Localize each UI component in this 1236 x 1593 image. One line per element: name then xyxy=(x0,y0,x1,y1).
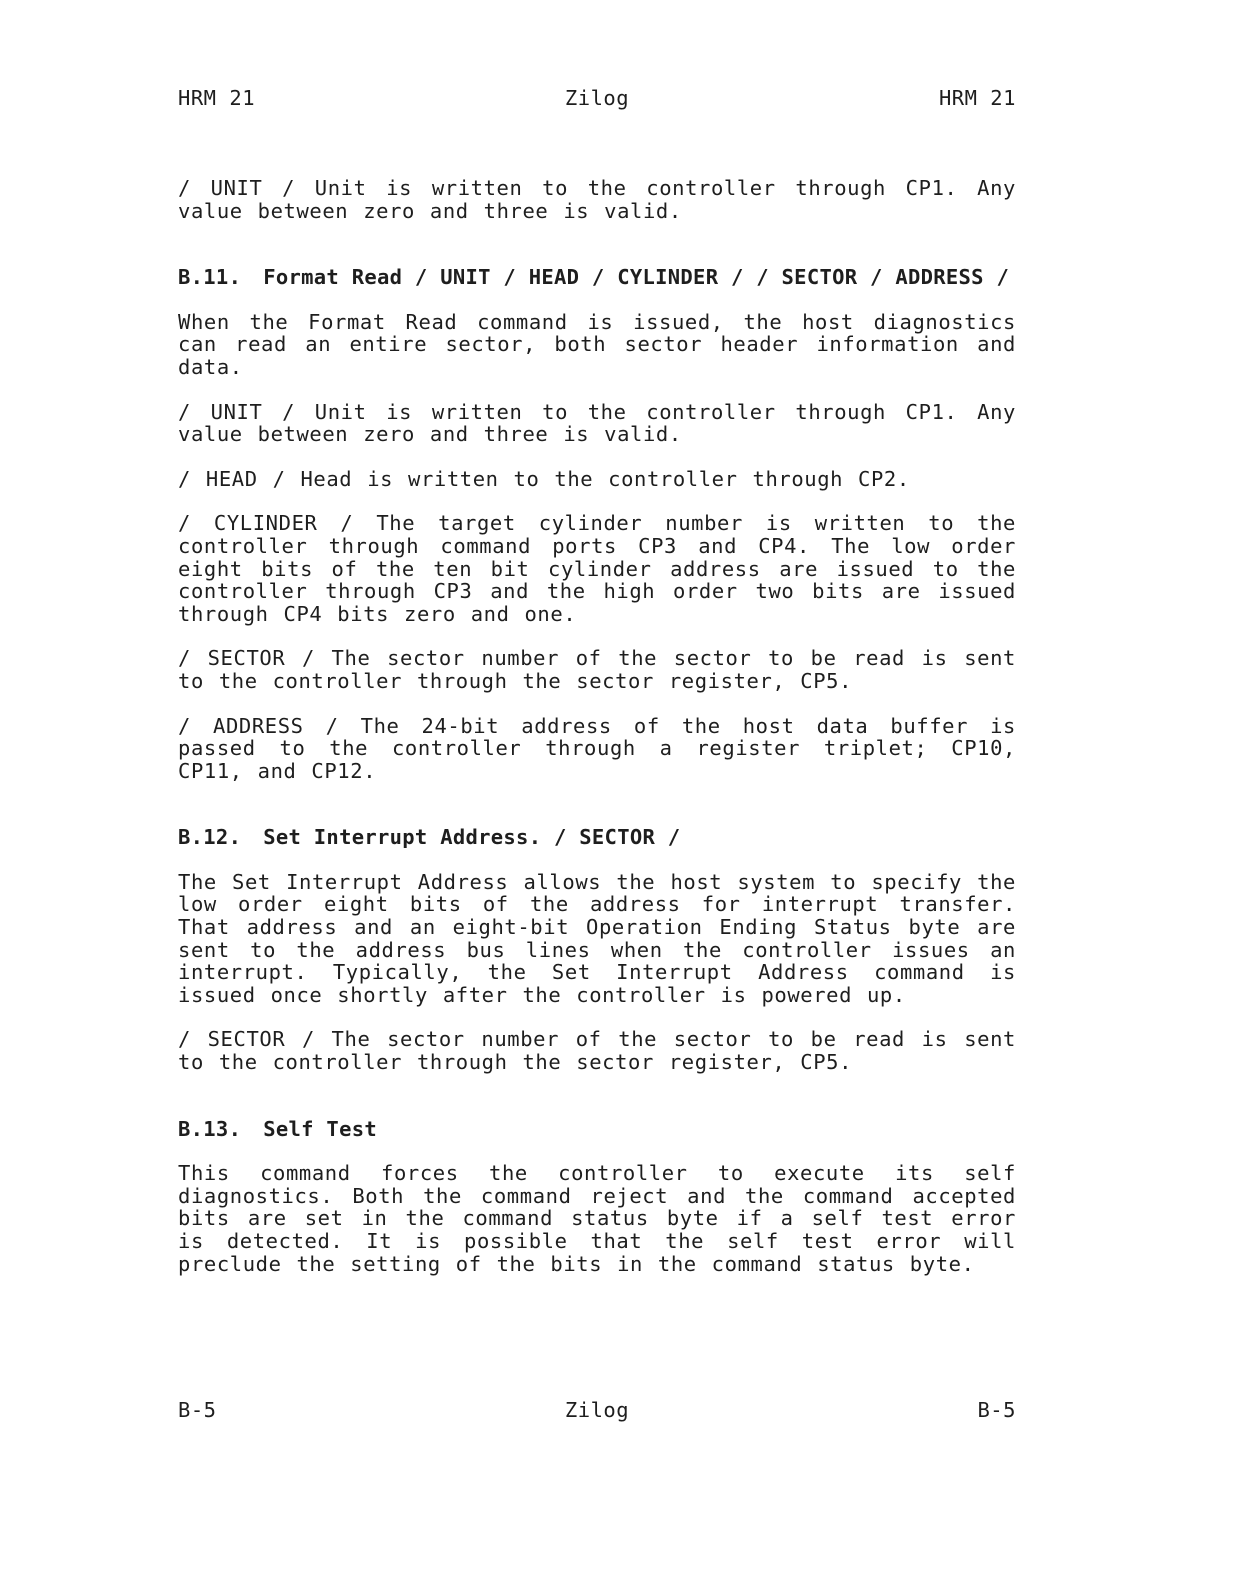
section-b11-number: B.11. xyxy=(178,265,242,290)
page-header xyxy=(178,86,1016,110)
section-b13-title: Self Test xyxy=(263,1116,377,1141)
document-page xyxy=(178,0,1016,1593)
section-b13-number: B.13. xyxy=(178,1116,242,1141)
footer-left: B-5 xyxy=(178,1398,217,1422)
b13-paragraph: This command forces the controller to execute its self diagnostics. Both the command reject and the command accepted bits are set in the command status byte if a self test error is detected. It is possible that the self test error will preclude the setting of the bits in the command status byte. xyxy=(178,1161,1016,1276)
b11-paragraph: / HEAD / Head is written to the controller through CP2. xyxy=(178,466,910,491)
document-body xyxy=(178,177,1016,1275)
footer-center: Zilog xyxy=(564,1398,630,1422)
b11-paragraph: / CYLINDER / The target cylinder number is written to the controller through command ports CP3 and CP4. The low order eight bits of the ten bit cylinder address are issued to the controller through CP3 and the high order two bits are issued through CP4 bits zero and one. xyxy=(178,511,1016,626)
section-b11-heading xyxy=(178,266,1016,289)
b12-paragraph: The Set Interrupt Address allows the host system to specify the low order eight bits of the address for interrupt transfer. That address and an eight-bit Operation Ending Status byte are sent to the address bus lines when the controller issues an interrupt. Typically, the Set Interrupt Address command is issued once shortly after the controller is powered up. xyxy=(178,869,1016,1007)
header-right: HRM 21 xyxy=(938,86,1016,110)
b11-paragraph: / UNIT / Unit is written to the controller through CP1. Any value between zero and three is valid. xyxy=(178,399,1016,447)
section-b12-title: Set Interrupt Address. / SECTOR / xyxy=(263,825,681,850)
b12-paragraph: / SECTOR / The sector number of the sector to be read is sent to the controller through the sector register, CP5. xyxy=(178,1027,1016,1075)
intro-unit-paragraph: / UNIT / Unit is written to the controller through CP1. Any value between zero and three is valid. xyxy=(178,176,1016,223)
section-b13-heading xyxy=(178,1118,1016,1141)
header-center: Zilog xyxy=(564,86,630,110)
page-footer xyxy=(178,1398,1016,1422)
b11-paragraph: When the Format Read command is issued, the host diagnostics can read an entire sector, both sector header information and data. xyxy=(178,309,1016,379)
section-b12-number: B.12. xyxy=(178,825,242,850)
b11-paragraph: / SECTOR / The sector number of the sector to be read is sent to the controller through the sector register, CP5. xyxy=(178,646,1016,693)
section-b12-heading xyxy=(178,826,1016,849)
footer-right: B-5 xyxy=(977,1398,1016,1422)
b11-paragraph: / ADDRESS / The 24-bit address of the host data buffer is passed to the controller through a register triplet; CP10, CP11, and CP12. xyxy=(178,713,1016,783)
section-b11-title: Format Read / UNIT / HEAD / CYLINDER / / SECTOR / ADDRESS / xyxy=(263,265,1010,290)
header-left: HRM 21 xyxy=(178,86,256,110)
